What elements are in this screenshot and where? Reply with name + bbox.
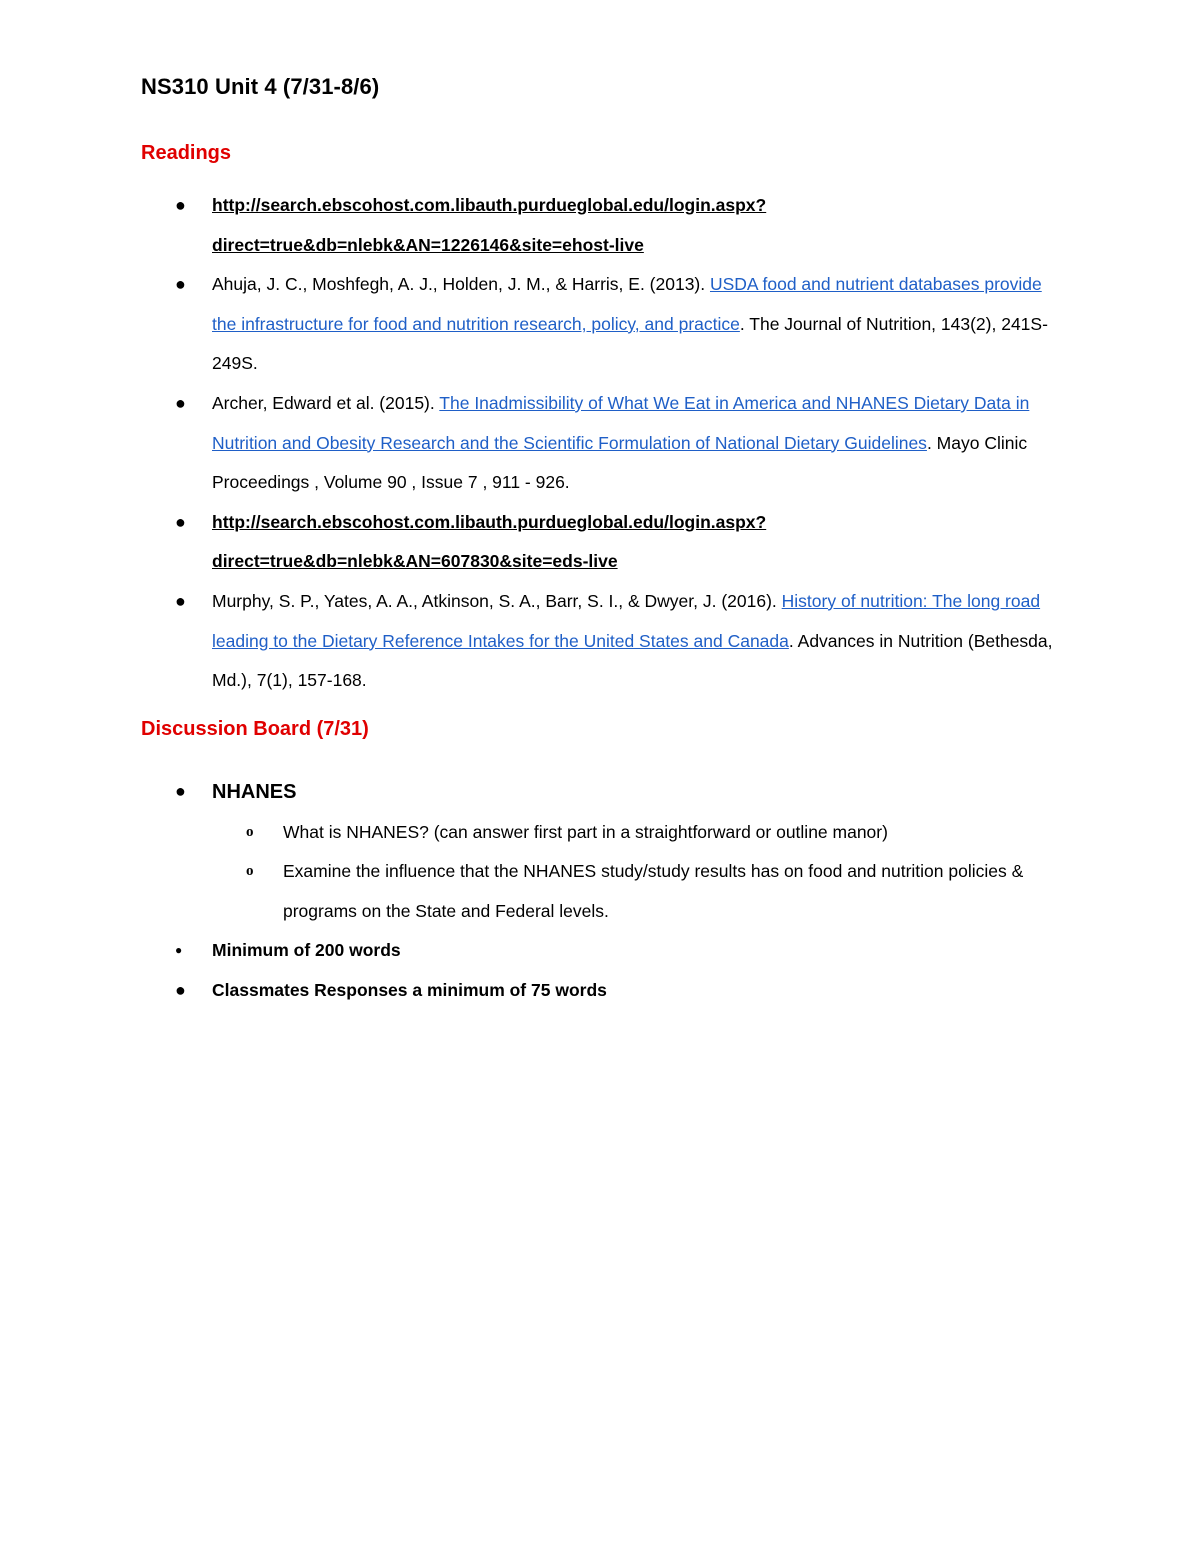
list-item [0,265,1200,384]
requirement-text: Minimum of 200 words [212,940,401,961]
requirement-text: Classmates Responses a minimum of 75 words [212,979,607,1000]
circle-bullet-icon: o [246,823,254,840]
discussion-heading: Discussion Board (7/31) [141,718,369,740]
citation-prefix: Ahuja, J. C., Moshfegh, A. J., Holden, J. M., & Harris, E. (2013). [212,274,710,295]
reading-url-2[interactable] [212,512,766,572]
discussion-topic: NHANES [212,781,297,803]
reading-url-1[interactable] [212,195,766,255]
readings-heading: Readings [141,142,232,164]
bullet-icon: ● [175,392,186,413]
list-item [0,503,1200,582]
discussion-list [0,772,1200,1011]
url-line: http://search.ebscohost.com.libauth.purdueglobal.edu/login.aspx? [212,511,767,532]
article-link[interactable]: History of nutrition: The long road leading to the Dietary Reference Intakes for the United States and Canada [212,590,1041,651]
list-item [0,582,1200,701]
bullet-icon: ● [175,781,186,801]
bullet-icon: ● [175,511,186,532]
list-item [212,813,1070,853]
sub-item-text: What is NHANES? (can answer first part in a straightforward or outline manor) [283,821,888,842]
bullet-icon: ● [175,195,186,215]
bullet-icon: ● [175,590,186,611]
citation-suffix: . Advances in Nutrition (Bethesda, Md.), 7(1), 157-168. [212,630,1053,691]
bullet-icon: ● [175,943,183,958]
list-item [0,931,1200,971]
discussion-sub-list [212,813,1070,932]
url-line: http://search.ebscohost.com.libauth.purdueglobal.edu/login.aspx? [212,195,767,215]
list-item [0,384,1200,503]
url-line: direct=true&db=nlebk&AN=607830&site=eds-live [212,551,618,572]
sub-item-text: Examine the influence that the NHANES study/study results has on food and nutrition policies & programs on the State and Federal levels. [283,861,1024,921]
list-item [0,186,1200,265]
article-link[interactable]: The Inadmissibility of What We Eat in America and NHANES Dietary Data in Nutrition and Obesity Research and the Scientific Formulation of National Dietary Guidelines [212,392,1030,453]
bullet-icon: ● [175,274,186,295]
readings-list [0,186,1200,701]
article-link[interactable]: USDA food and nutrient databases provide the infrastructure for food and nutrition research, policy, and practice [212,274,1042,334]
list-item [0,971,1200,1011]
citation-suffix: . Mayo Clinic Proceedings , Volume 90 , Issue 7 , 911 - 926. [212,432,1028,493]
url-line: direct=true&db=nlebk&AN=1226146&site=ehost-live [212,234,644,255]
citation-prefix: Archer, Edward et al. (2015). [212,392,440,413]
circle-bullet-icon: o [246,863,254,880]
document-title: NS310 Unit 4 (7/31-8/6) [141,74,380,99]
citation-suffix: . The Journal of Nutrition, 143(2), 241S-249S. [212,313,1048,374]
citation-prefix: Murphy, S. P., Yates, A. A., Atkinson, S. A., Barr, S. I., & Dwyer, J. (2016). [212,590,782,611]
list-item [212,852,1070,931]
bullet-icon: ● [175,979,186,1000]
list-item [0,772,1200,931]
